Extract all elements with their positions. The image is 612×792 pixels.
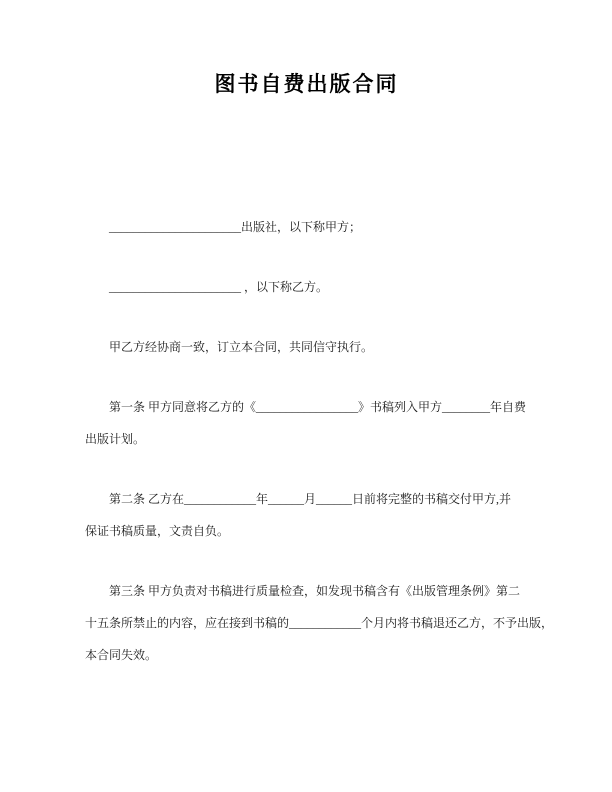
contract-paragraph-party-a [85, 211, 528, 243]
document-title: 图书自费出版合同 [214, 73, 399, 96]
paragraph-line: 保证书稿质量，文责自负。 [85, 524, 230, 538]
paragraph-line: 出版计划。 [85, 432, 146, 446]
paragraph-line: 甲乙方经协商一致，订立本合同，共同信守执行。 [109, 340, 374, 354]
contract-paragraph-article-1 [85, 391, 528, 455]
paragraph-line: 十五条所禁止的内容，应在接到书稿的____________个月内将书稿退还乙方，不予出版， [85, 616, 554, 630]
paragraph-line: 第一条 甲方同意将乙方的《_________________》书稿列入甲方________年自费 [109, 400, 527, 414]
paragraph-line: ______________________ ，以下称乙方。 [109, 280, 329, 294]
contract-paragraph-article-2 [85, 483, 528, 547]
document-body [85, 211, 554, 671]
paragraph-line: 第三条 甲方负责对书稿进行质量检查，如发现书稿含有《出版管理条例》第二 [109, 584, 521, 598]
paragraph-line: 本合同失效。 [85, 648, 158, 662]
paragraph-line: 第二条 乙方在____________年______月______日前将完整的书稿交付甲方,并 [109, 492, 512, 506]
contract-paragraph-party-b [85, 271, 528, 303]
contract-paragraph-article-3 [85, 575, 554, 671]
paragraph-line: ______________________出版社，以下称甲方； [109, 220, 362, 234]
contract-paragraph-preamble [85, 331, 528, 363]
